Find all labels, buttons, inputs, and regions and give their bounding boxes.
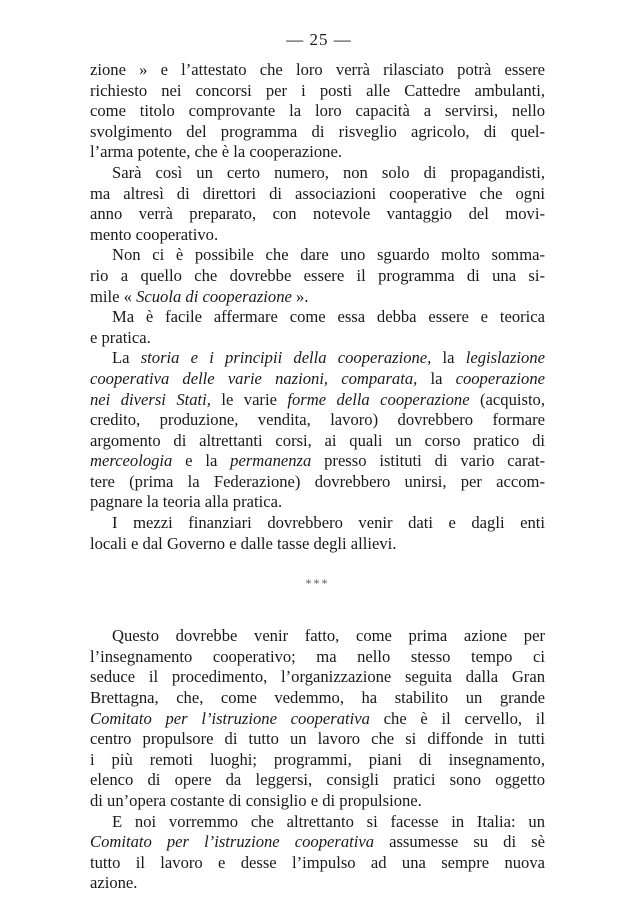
text-line: [90, 853, 545, 874]
text-segment: centro propulsore di tutto un lavoro che si diffonde in tutti: [90, 729, 545, 749]
text-segment: la: [417, 368, 456, 388]
text-segment: argomento di altrettanti corsi, ai quali un corso pratico di: [90, 430, 545, 450]
text-line: [90, 390, 545, 411]
text-segment: credito, produzione, vendita, lavoro) dovrebbero formare: [90, 410, 545, 430]
italic-text: forme della cooperazione: [287, 389, 470, 409]
text-line: [90, 122, 545, 143]
text-line: [90, 626, 545, 647]
text-line: [90, 709, 545, 730]
text-segment: la: [431, 348, 466, 368]
text-line: [90, 873, 545, 894]
section-separator: ***: [305, 576, 330, 591]
text-segment: tere (prima la Federazione) dovrebbero unirsi, per accom-: [90, 471, 545, 491]
text-line: [90, 101, 545, 122]
italic-text: Comitato per l’istruzione cooperativa: [90, 708, 370, 728]
text-line: [90, 832, 545, 853]
italic-text: permanenza: [230, 451, 312, 471]
text-line: [90, 791, 545, 812]
text-line: [90, 369, 545, 390]
text-line: [90, 307, 545, 328]
text-segment: assumesse su di sè: [374, 832, 545, 852]
text-segment: I mezzi finanziari dovrebbero venir dati e dagli enti: [112, 513, 545, 533]
text-line: [90, 729, 545, 750]
text-segment: rio a quello che dovrebbe essere il programma di una si-: [90, 265, 545, 285]
text-segment: mile «: [90, 286, 137, 306]
text-segment: e la: [172, 451, 231, 471]
text-segment: l’arma potente, che è la cooperazione.: [90, 142, 342, 162]
text-segment: Questo dovrebbe venir fatto, come prima azione per: [112, 626, 545, 646]
text-segment: azione.: [90, 873, 138, 893]
italic-text: Comitato per l’istruzione cooperativa: [90, 832, 375, 852]
text-segment: tutto il lavoro e desse l’impulso ad una sempre nuova: [90, 852, 545, 872]
text-line: [90, 60, 545, 81]
section-2: [90, 626, 545, 894]
section-1: [90, 60, 545, 554]
italic-text: Scuola di cooperazione: [136, 286, 292, 306]
italic-text: nei diversi Stati,: [90, 389, 211, 409]
text-segment: pagnare la teoria alla pratica.: [90, 492, 283, 512]
text-line: [90, 245, 545, 266]
text-line: [90, 225, 545, 246]
text-segment: presso istituti di vario carat-: [311, 451, 545, 471]
text-segment: richiesto nei concorsi per i posti alle Cattedre ambulanti,: [90, 80, 545, 100]
page-number: — 25 —: [286, 30, 352, 49]
text-segment: anno verrà preparato, con notevole vantaggio del movi-: [90, 204, 545, 224]
text-segment: che è il cervello, il: [369, 708, 545, 728]
text-line: [90, 647, 545, 668]
text-segment: e pratica.: [90, 327, 151, 347]
text-segment: elenco di opere da leggersi, consigli pratici sono oggetto: [90, 770, 545, 790]
text-line: [90, 266, 545, 287]
text-line: [90, 204, 545, 225]
text-line: [90, 750, 545, 771]
text-line: [90, 348, 545, 369]
text-segment: svolgimento del programma di risveglio agricolo, di quel-: [90, 121, 545, 141]
text-segment: mento cooperativo.: [90, 224, 219, 244]
text-line: [90, 184, 545, 205]
text-line: [90, 667, 545, 688]
text-line: [90, 534, 545, 555]
text-line: [90, 688, 545, 709]
text-segment: ma altresì di direttori di associazioni cooperative che ogni: [90, 183, 545, 203]
body-text: [90, 60, 545, 894]
text-line: [90, 328, 545, 349]
text-line: [90, 513, 545, 534]
text-segment: i più remoti luoghi; programmi, piani di insegnamento,: [90, 749, 545, 769]
text-segment: zione » e l’attestato che loro verrà rilasciato potrà essere: [90, 60, 545, 79]
text-segment: di un’opera costante di consiglio e di propulsione.: [90, 791, 422, 810]
text-segment: ».: [291, 286, 309, 306]
text-line: [90, 142, 545, 163]
italic-text: legislazione: [465, 348, 545, 368]
text-segment: Ma è facile affermare come essa debba essere e teorica: [112, 307, 545, 327]
text-line: [90, 410, 545, 431]
italic-text: cooperativa delle varie nazioni, comparata,: [90, 368, 418, 388]
text-segment: come titolo comprovante la loro capacità a servirsi, nello: [90, 101, 545, 121]
text-segment: (acquisto,: [469, 389, 545, 409]
text-line: [90, 163, 545, 184]
text-segment: locali e dal Governo e dalle tasse degli allievi.: [90, 533, 397, 553]
text-segment: l’insegnamento cooperativo; ma nello stesso tempo ci: [90, 646, 545, 666]
text-line: [90, 287, 545, 308]
text-segment: E noi vorremmo che altrettanto si facesse in Italia: un: [112, 811, 545, 831]
text-line: [90, 81, 545, 102]
text-segment: La: [112, 348, 141, 368]
text-line: [90, 770, 545, 791]
italic-text: merceologia: [90, 451, 173, 471]
text-segment: le varie: [210, 389, 288, 409]
italic-text: cooperazione: [455, 368, 545, 388]
text-segment: Sarà così un certo numero, non solo di propagandisti,: [112, 162, 545, 182]
text-segment: Brettagna, che, come vedemmo, ha stabilito un grande: [90, 688, 545, 708]
text-segment: seduce il procedimento, l’organizzazione seguita dalla Gran: [90, 667, 545, 687]
text-line: [90, 472, 545, 493]
text-line: [90, 431, 545, 452]
text-line: [90, 451, 545, 472]
text-segment: Non ci è possibile che dare uno sguardo molto somma-: [112, 245, 545, 265]
text-line: [90, 812, 545, 833]
text-line: [90, 492, 545, 513]
italic-text: storia e i principii della cooperazione,: [140, 348, 432, 368]
